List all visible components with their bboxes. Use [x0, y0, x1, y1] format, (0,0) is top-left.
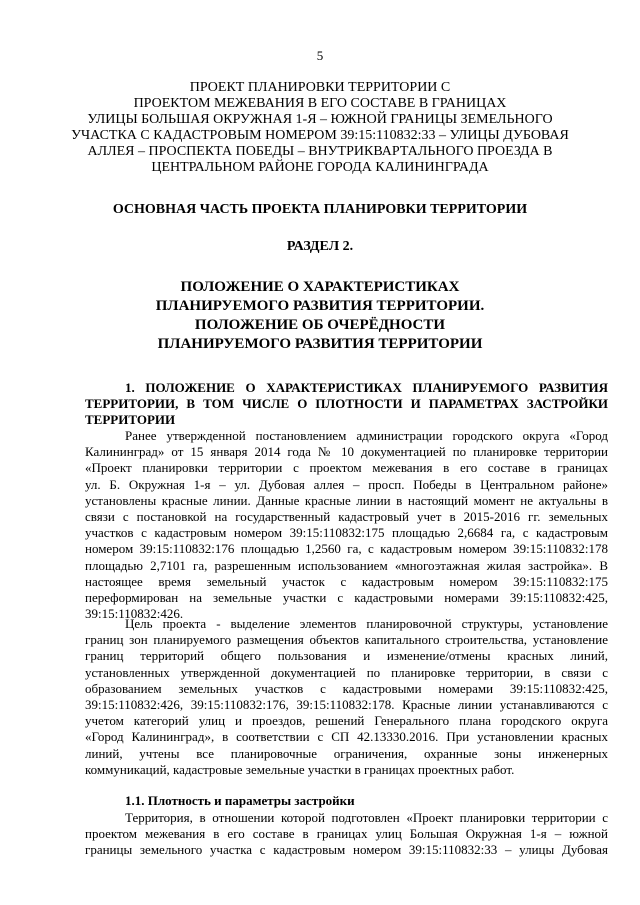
paragraph-line: переформирован на земельные участки с кадастровыми номерами 39:15:110832:425,: [85, 590, 608, 606]
title-line: АЛЛЕЯ – ПРОСПЕКТА ПОБЕДЫ – ВНУТРИКВАРТАЛЬНОГО ПРОЕЗДА В: [87, 144, 553, 159]
paragraph-line: площадью 2,7101 га, разрешенным использованием «многоэтажная жилая застройка». В: [85, 557, 608, 573]
paragraph-line: границы земельного участка с кадастровым номером 39:15:110832:33 – улицы Дубовая: [85, 842, 608, 858]
paragraph-line: участков с кадастровым номером 39:15:110832:175 площадью 2,6684 га, с кадастровым: [85, 525, 608, 541]
paragraph-line: «Город Калининград», в соответствии с СП 42.13330.2016. При установлении красных: [85, 729, 608, 745]
paragraph-line: Цель проекта - выделение элементов планировочной структуры, установление: [125, 616, 608, 631]
paragraph-line: Территория, в отношении которой подготовлен «Проект планировки территории с: [125, 810, 608, 825]
subsection-heading-text: 1.1. Плотность и параметры застройки: [125, 793, 355, 808]
main-heading: ОСНОВНАЯ ЧАСТЬ ПРОЕКТА ПЛАНИРОВКИ ТЕРРИТОРИИ: [112, 202, 528, 217]
title-line: ПРОЕКТ ПЛАНИРОВКИ ТЕРРИТОРИИ С: [189, 80, 451, 95]
title-line: ЦЕНТРАЛЬНОМ РАЙОНЕ ГОРОДА КАЛИНИНГРАДА: [151, 160, 489, 175]
chapter-heading: [85, 380, 608, 429]
paragraph-line: 39:15:110832:426.: [85, 606, 184, 622]
page-number: 5: [316, 48, 324, 63]
paragraph-line: образованием земельных участков с кадастровыми номерами 39:15:110832:425,: [85, 680, 608, 696]
paragraph-line: проектом межевания в его составе в границах улиц Большая Окружная 1-я – южной: [85, 826, 608, 842]
position-heading-line: ПЛАНИРУЕМОГО РАЗВИТИЯ ТЕРРИТОРИИ: [157, 336, 483, 352]
paragraph-line: границ зон планируемого размещения объектов капитального строительства, установление: [85, 632, 608, 648]
paragraph-line: учетом категорий улиц и проездов, решений Генерального плана городского округа: [85, 713, 608, 729]
paragraph-line: установленных утвержденной документацией по планировке территории, в связи с: [85, 664, 608, 680]
paragraph-line: ул. Б. Окружная 1-я – ул. Дубовая аллея – просп. Победы в Центральном районе»: [85, 476, 608, 492]
paragraph-2: [85, 616, 608, 778]
paragraph-line: коммуникаций, кадастровые земельные участки в границах проектных работ.: [85, 761, 515, 777]
paragraph-line: настоящее время земельный участок с кадастровым номером 39:15:110832:175: [85, 573, 608, 589]
paragraph-line: линий, учтены все планировочные ограничения, охранные зоны инженерных: [85, 745, 608, 761]
paragraph-line: установлены красные линии. Данные красные линии в настоящий момент не актуальны в: [85, 492, 608, 508]
document-title: [60, 80, 580, 176]
subsection-heading: [85, 793, 608, 809]
paragraph-line: номером 39:15:110832:176 площадью 1,2560 га, с кадастровым номером 39:15:110832:178: [85, 541, 608, 557]
chapter-heading-line: 1. ПОЛОЖЕНИЕ О ХАРАКТЕРИСТИКАХ ПЛАНИРУЕМОГО РАЗВИТИЯ: [125, 380, 608, 395]
position-heading: [60, 278, 580, 354]
paragraph-3: [85, 810, 608, 859]
paragraph-line: 39:15:110832:426, 39:15:110832:176, 39:15:110832:178. Красные линии устанавливаются с: [85, 697, 608, 713]
title-line: ПРОЕКТОМ МЕЖЕВАНИЯ В ЕГО СОСТАВЕ В ГРАНИЦАХ: [133, 96, 507, 111]
paragraph-line: Калининград» от 15 января 2014 года № 10 документацией по планировке территории: [85, 444, 608, 460]
paragraph-line: границ территорий общего пользования и изменение/отмены красных линий,: [85, 648, 608, 664]
position-heading-line: ПЛАНИРУЕМОГО РАЗВИТИЯ ТЕРРИТОРИИ.: [155, 298, 485, 314]
position-heading-line: ПОЛОЖЕНИЕ ОБ ОЧЕРЁДНОСТИ: [194, 317, 446, 333]
paragraph-line: «Проект планировки территории с проектом межевания в его составе в границах: [85, 460, 608, 476]
section-heading: РАЗДЕЛ 2.: [286, 239, 354, 254]
paragraph-line: Ранее утвержденной постановлением администрации городского округа «Город: [125, 428, 608, 443]
chapter-heading-line: ТЕРРИТОРИИ, В ТОМ ЧИСЛЕ О ПЛОТНОСТИ И ПАРАМЕТРАХ ЗАСТРОЙКИ: [85, 396, 608, 412]
paragraph-line: связи с постановкой на государственный кадастровый учет в 2015-2016 гг. земельных: [85, 509, 608, 525]
title-line: УЧАСТКА С КАДАСТРОВЫМ НОМЕРОМ 39:15:110832:33 – УЛИЦЫ ДУБОВАЯ: [71, 128, 569, 143]
chapter-heading-line: ТЕРРИТОРИИ: [85, 412, 176, 428]
paragraph-1: [85, 428, 608, 622]
title-line: УЛИЦЫ БОЛЬШАЯ ОКРУЖНАЯ 1-Я – ЮЖНОЙ ГРАНИЦЫ ЗЕМЕЛЬНОГО: [87, 112, 553, 127]
position-heading-line: ПОЛОЖЕНИЕ О ХАРАКТЕРИСТИКАХ: [180, 279, 460, 295]
